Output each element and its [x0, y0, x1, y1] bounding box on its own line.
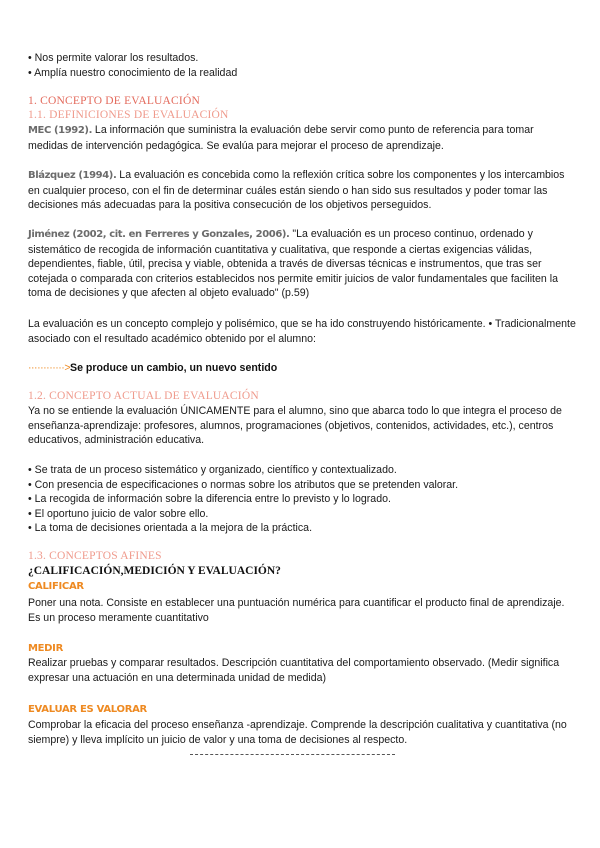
definition-text: "La evaluación es un proceso continuo, ordenado y sistemático de recogida de información cuantitativa y cualitativa, que responde a ciertas exigencias válidas, dependientes, fiable, útil, precisa y viable, obtenida a través de diversas técnicas e instrumentos, que tras ser cotejada o comparada con criterios establecidos nos permite emitir juicios de valor fundamentales que faciliten la toma de decisiones y que afecten al objeto evaluado" (p.59) [28, 228, 558, 300]
section-1-1-heading: 1.1. DEFINICIONES DE EVALUACIÓN [28, 109, 229, 121]
change-line [28, 361, 576, 376]
evaluar-label: EVALUAR ES VALORAR [28, 704, 147, 715]
list-item: • La toma de decisiones orientada a la mejora de la práctica. [28, 522, 313, 535]
evaluar-text: Comprobar la eficacia del proceso enseñanza -aprendizaje. Comprende la descripción cualitativa y cuantitativa (no siempre) y lleva implícito un juicio de valor y una toma de decisiones al respecto. [28, 719, 567, 746]
related-concepts-question: ¿CALIFICACIÓN,MEDICIÓN Y EVALUACIÓN? [28, 565, 281, 577]
characteristics-list [28, 463, 576, 536]
medir-label: MEDIR [28, 643, 64, 654]
list-item: • El oportuno juicio de valor sobre ello. [28, 507, 209, 520]
complex-concept-paragraph: La evaluación es un concepto complejo y polisémico, que se ha ido construyendo históricamente. • Tradicionalmente asociado con el resultado académico obtenido por el alumno: [28, 318, 576, 345]
calificar-label: CALIFICAR [28, 581, 84, 592]
definition-blazquez [28, 168, 576, 213]
author-citation: Blázquez (1994). [28, 170, 117, 181]
medir-text: Realizar pruebas y comparar resultados. Descripción cuantitativa del comportamiento observado. (Medir significa expresar una actuación en una determinada unidad de medida) [28, 657, 560, 684]
calificar-text: Poner una nota. Consiste en establecer una puntuación numérica para cuantificar el producto final de aprendizaje. Es un proceso meramente cuantitativo [28, 597, 565, 624]
intro-bullet-list [28, 51, 576, 80]
dotted-arrow-icon: ············> [28, 362, 71, 374]
section-divider [190, 754, 395, 755]
list-item: • Se trata de un proceso sistemático y organizado, científico y contextualizado. [28, 464, 397, 476]
list-item: • La recogida de información sobre la diferencia entre lo previsto y lo logrado. [28, 493, 391, 506]
change-text: Se produce un cambio, un nuevo sentido [70, 362, 278, 374]
author-citation: MEC (1992). [28, 125, 92, 136]
definition-mec [28, 123, 576, 153]
list-item: • Nos permite valorar los resultados. [28, 52, 199, 64]
list-item: • Con presencia de especificaciones o normas sobre los atributos que se pretenden valorar. [28, 478, 459, 491]
list-item: • Amplía nuestro conocimiento de la realidad [28, 66, 238, 79]
definition-jimenez [28, 227, 576, 301]
author-citation: Jiménez (2002, cit. en Ferreres y Gonzales, 2006). [28, 229, 290, 240]
section-1-heading: 1. CONCEPTO DE EVALUACIÓN [28, 95, 200, 107]
section-1-2-heading: 1.2. CONCEPTO ACTUAL DE EVALUACIÓN [28, 390, 259, 402]
current-concept-paragraph: Ya no se entiende la evaluación ÚNICAMENTE para el alumno, sino que abarca todo lo que integra el proceso de enseñanza-aprendizaje: profesores, alumnos, programaciones (objetivos, contenidos, actividades, etc.), centros educativos, administración educativa. [28, 405, 562, 447]
section-1-3-heading: 1.3. CONCEPTOS AFINES [28, 550, 162, 562]
definition-text: La información que suministra la evaluación debe servir como punto de referencia para tomar medidas de intervención pedagógica. Se evalúa para mejorar el proceso de aprendizaje. [28, 124, 534, 152]
definition-text: La evaluación es concebida como la reflexión crítica sobre los componentes y los intercambios en cualquier proceso, con el fin de determinar cuáles están siendo o han sido sus resultados y poder tomar las decisiones más adecuadas para la positiva consecución de los objetivos perseguidos. [28, 169, 565, 212]
